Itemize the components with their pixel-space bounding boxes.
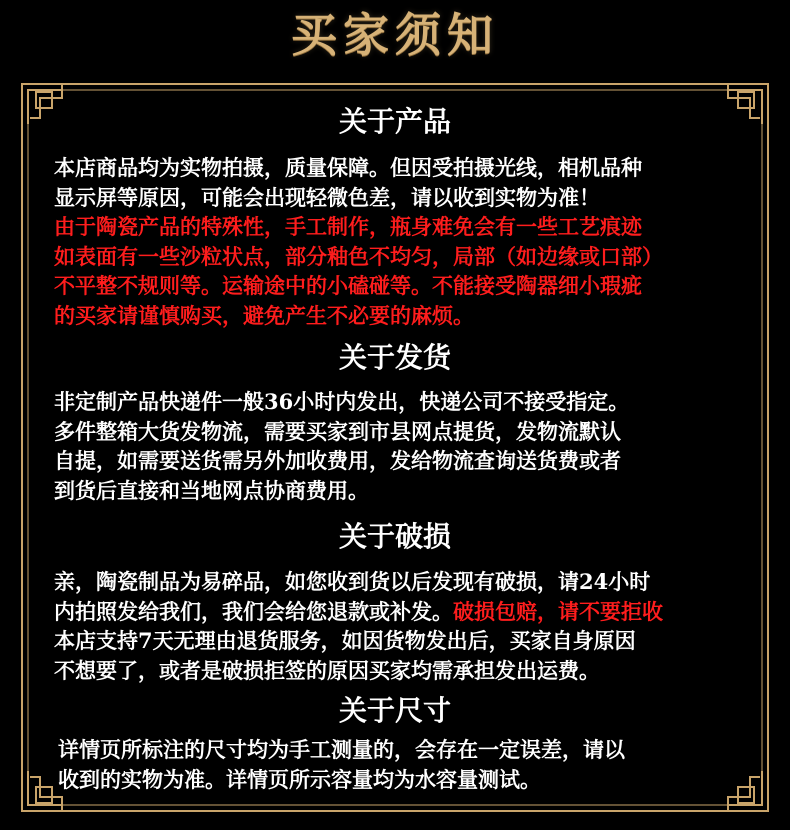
shipping-paragraph: 非定制产品快递件一般36小时内发出，快递公司不接受指定。 多件整箱大货发物流，需要买家到市县网点提货，发物流默认 自提，如需要送货需另外加收费用，发给物流查询送货费或者 到货后直接和当地网点协商费用。 <box>54 389 630 503</box>
section-heading-damage: 关于破损 <box>338 520 451 553</box>
damage-paragraph <box>54 567 663 685</box>
damage-highlight: 破损包赔，请不要拒收 <box>453 598 663 624</box>
section-heading-size: 关于尺寸 <box>338 694 451 727</box>
damage-text-after: 本店支持7天无理由退货服务，如因货物发出后，买家自身原因 不想要了，或者是破损拒签的原因买家均需承担发出运费。 <box>54 628 636 683</box>
section-heading-product: 关于产品 <box>338 105 451 138</box>
size-paragraph: 详情页所标注的尺寸均为手工测量的，会存在一定误差，请以 收到的实物为准。详情页所示容量均为水容量测试。 <box>58 737 625 792</box>
section-heading-shipping: 关于发货 <box>338 341 451 374</box>
product-warning-paragraph: 由于陶瓷产品的特殊性，手工制作，瓶身难免会有一些工艺痕迹 如表面有一些沙粒状点，部分釉色不均匀，局部（如边缘或口部） 不平整不规则等。运输途中的小磕碰等。不能接受陶器细小瑕疵 的买家请谨慎购买，避免产生不必要的麻烦。 <box>54 214 663 328</box>
page-title: 买家须知 <box>291 8 499 62</box>
product-paragraph: 本店商品均为实物拍摄，质量保障。但因受拍摄光线，相机品种 显示屏等原因，可能会出现轻微色差，请以收到实物为准！ <box>54 155 642 210</box>
damage-text-before: 亲，陶瓷制品为易碎品，如您收到货以后发现有破损，请24小时 内拍照发给我们，我们会给您退款或补发。 <box>54 569 651 624</box>
